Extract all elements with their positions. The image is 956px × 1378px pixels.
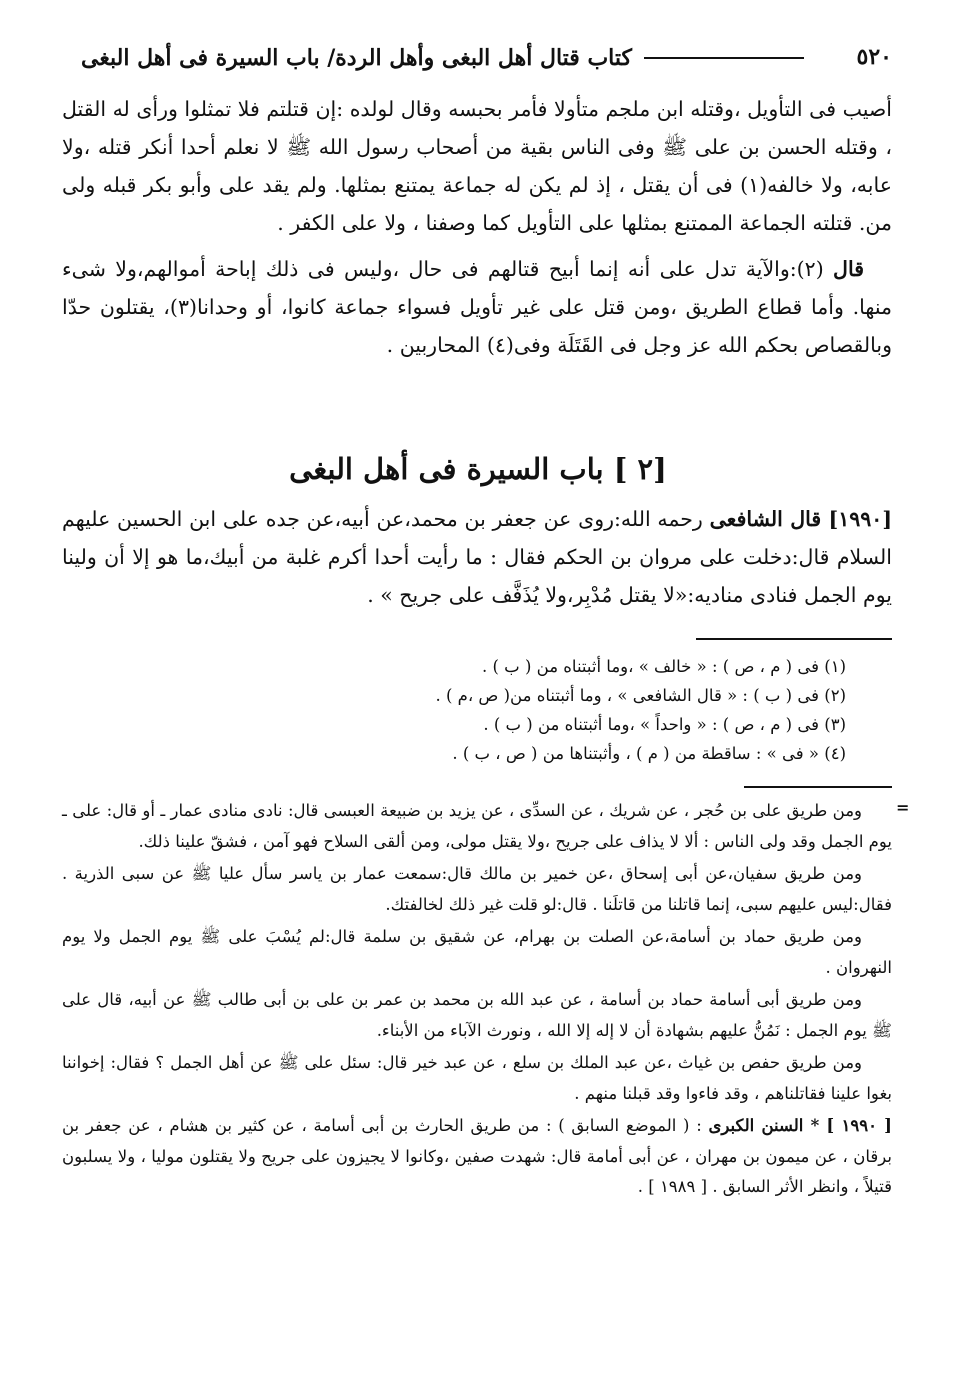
- commentary-divider: [744, 786, 892, 788]
- hadith-label: [١٩٩٠] قال الشافعى: [709, 507, 893, 531]
- note-4: (٤) « فى » : ساقطة من ( م ) ، وأثبتناها من ( ص ، ب ) .: [452, 744, 846, 763]
- variant-notes: [66, 652, 846, 768]
- hadith-1990: [62, 500, 892, 614]
- note-2: (٢) فى ( ب ) : « قال الشافعى » ، وما أثبتناه من( ص ،م ) .: [435, 686, 846, 705]
- commentary-para-6-label: [ ١٩٩٠ ] * السنن الكبرى: [708, 1116, 892, 1135]
- commentary-para-1: ومن طريق على بن حُجر ، عن شريك ، عن السدِّى ، عن يزيد بن ضبيعة العبسى قال: نادى منادى عمار ـ أو قال: على ـ يوم الجمل وقد ولى الناس : ألا لا يذاف على جريح ،ولا يقتل مولى، ومن ألقى السلاح فهو آمن ، فشقّ علينا ذلك.: [62, 801, 892, 851]
- paragraph-2-text: (٢):والآية تدل على أنه إنما أبيح قتالهم فى حال ،وليس فى ذلك إباحة أموالهم،ولا شىء منها. وأما قطاع الطريق ،ومن قتل على غير تأويل فسواء جماعة كانوا، أو وحدانا(٣)، يقتلون حدّا وبالقصاص بحكم الله عز وجل فى القَتَلَة وفى(٤) المحاربين .: [62, 257, 893, 357]
- commentary-para-2: ومن طريق سفيان،عن أبى إسحاق ،عن خمير بن مالك قال:سمعت عمار بن ياسر سأل عليا ﷺ عن سبى الذرية . فقال:ليس عليهم سبى، إنما قاتلنا من قاتلَنا . قال:لو قلت غير ذلك لخالفتك.: [62, 864, 892, 914]
- running-title: كتاب قتال أهل البغى وأهل الردة/ باب السيرة فى أهل البغى: [81, 45, 632, 71]
- paragraph-2-label: قال: [833, 257, 864, 281]
- chapter-title: [٢ ] باب السيرة فى أهل البغى: [289, 452, 667, 486]
- notes-divider: [696, 638, 892, 640]
- commentary-para-5: ومن طريق حفص بن غياث ،عن عبد الملك بن سلع ، عن عبد خير قال: سئل على ﷺ عن أهل الجمل ؟ فقال: إخواننا بغوا علينا فقاتلناهم ، وقد فاءوا وقد قبلنا منهم .: [62, 1053, 892, 1103]
- note-1: (١) فى ( م ، ص ) : « خالف » ،وما أثبتناه من ( ب ) .: [482, 657, 846, 676]
- header-rule: [644, 57, 804, 59]
- note-3: (٣) فى ( م ، ص ) : « واحداً » ،وما أثبتناه من ( ب ) .: [483, 715, 846, 734]
- running-header: [68, 38, 816, 78]
- hadith-text: رحمه الله:روى عن جعفر بن محمد،عن أبيه،عن جده على ابن الحسين عليهم السلام قال:دخلت على مروان بن الحكم فقال : ما رأيت أحدا أكرم غلبة من أبيك،ما هو إلا أن ولينا يوم الجمل فنادى مناديه:«لا يقتل مُدْبِر،ولا يُذَفَّف على جريح » .: [62, 507, 892, 607]
- page-number: ٥٢٠: [856, 44, 892, 70]
- commentary-para-6: [62, 1111, 892, 1203]
- commentary-para-4: ومن طريق أبى أسامة حماد بن أسامة ، عن عبد الله بن محمد بن عمر بن على بن أبى طالب ﷺ عن أبيه، قال على ﷺ يوم الجمل : نَمُنُّ عليهم بشهادة أن لا إله إلا الله ، ونورث الآباء من الأبناء.: [62, 990, 892, 1040]
- main-text: [62, 90, 892, 372]
- commentary-para-6-text: : ( الموضع السابق ) : من طريق الحارث بن أبى أسامة ، عن كثير بن هشام ، عن جعفر بن برقان ، عن ميمون بن مهران ، عن أبى أمامة قال: شهدت صفين ،وكانوا لا يجيزون على جريح ولا يقتلون موليا ، ولا يسلبون قتيلاً ، وانظر الأثر السابق . [ ١٩٨٩ ] .: [62, 1116, 892, 1196]
- paragraph-1: أصيب فى التأويل ،وقتله ابن ملجم متأولا فأمر بحبسه وقال لولده :إن قتلتم فلا تمثلوا ورأى له القتل ، وقتله الحسن بن على ﷺ وفى الناس بقية من أصحاب رسول الله ﷺ لا نعلم أحدا أنكر قتله ،ولا عابه، ولا خالفه(١) فى أن يقتل ، إذ لم يكن له جماعة يمتنع بمثلها. ولم يقد على وأبو بكر قبله ولى من. قتلته الجماعة الممتنع بمثلها على التأويل كما وصفنا ، ولا على الكفر .: [62, 97, 892, 235]
- commentary: [62, 796, 892, 1205]
- commentary-para-3: ومن طريق حماد بن أسامة،عن الصلت بن بهرام، عن شقيق بن سلمة قال:لم يُسْبَ على ﷺ يوم الجمل ولا يوم النهروان .: [62, 927, 892, 977]
- continuation-mark: =: [896, 798, 910, 817]
- paragraph-2: [62, 250, 892, 364]
